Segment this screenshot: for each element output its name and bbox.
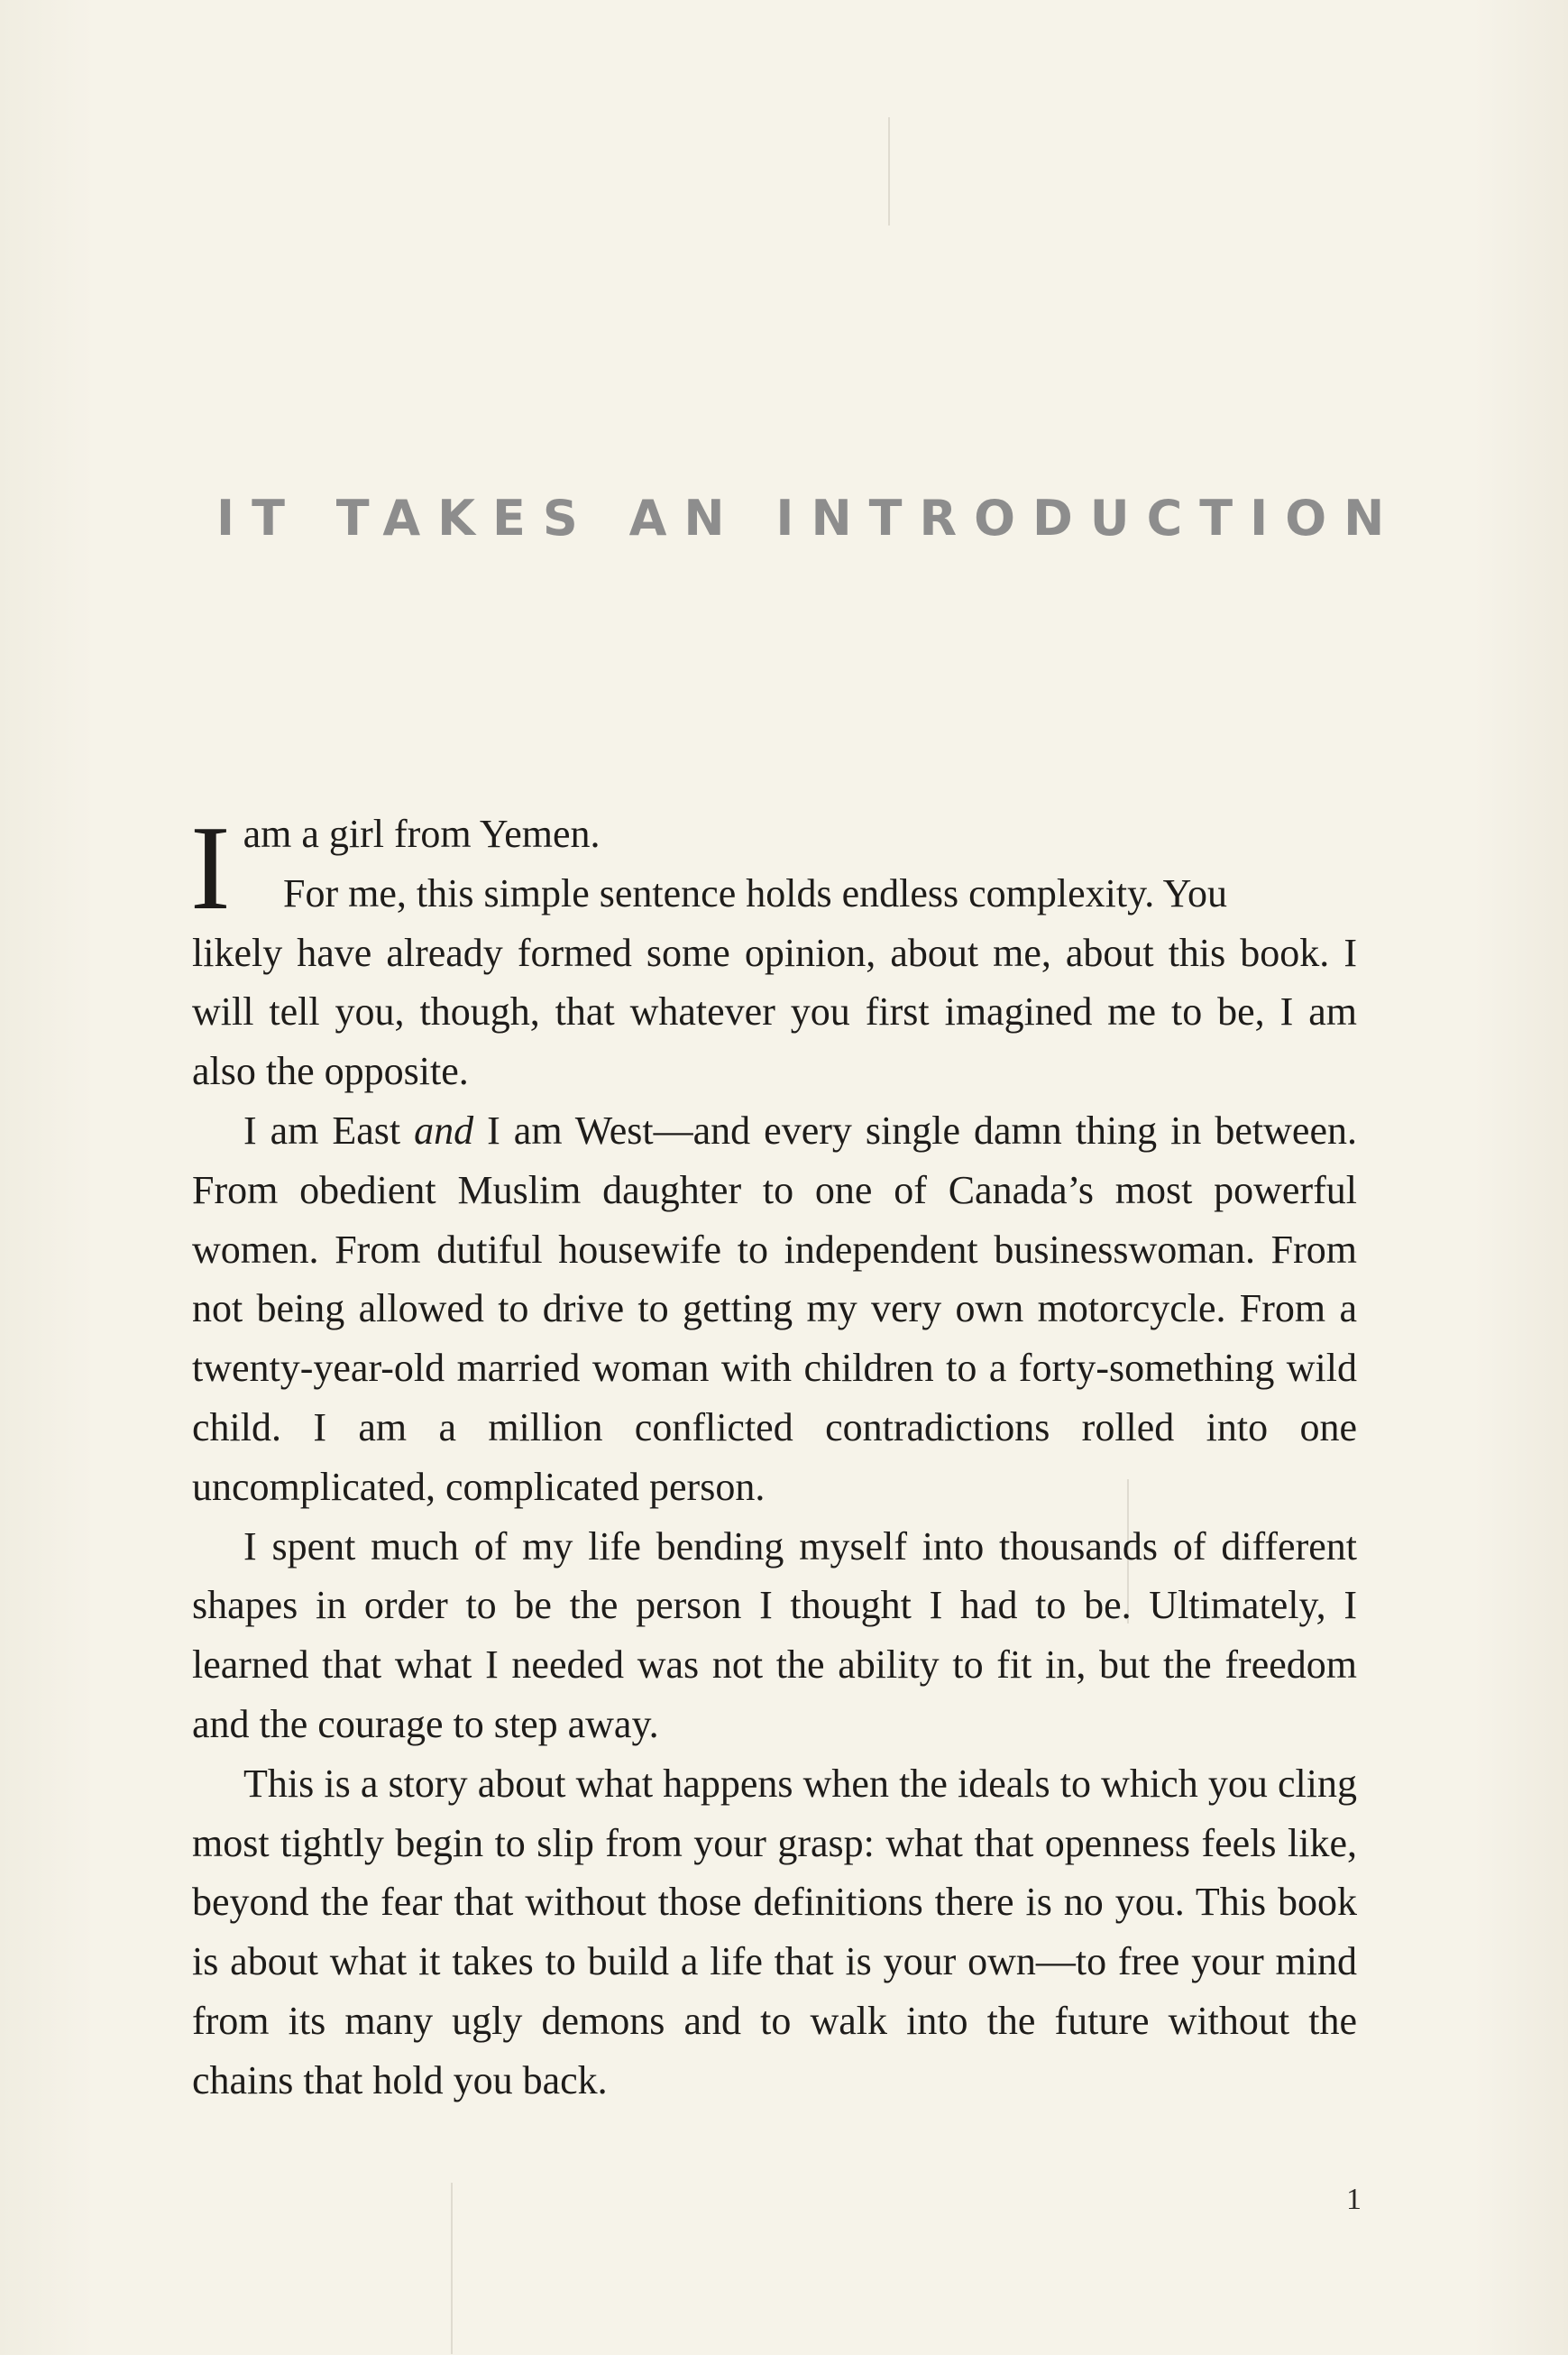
paragraph-opening <box>190 801 1357 1101</box>
page-crease <box>451 2183 453 2354</box>
opening-line: am a girl from Yemen. <box>243 812 601 856</box>
paragraph-2-rest: likely have already formed some opinion, about me, about this book. I will tell you, though, that whatever you first imagined me to be, I am also the opposite. <box>192 930 1357 1094</box>
paragraph-3-start: I am East <box>243 1108 415 1153</box>
drop-cap: I <box>190 801 231 934</box>
page-crease <box>888 117 890 225</box>
body-text <box>190 801 1357 2111</box>
emphasis-and: and <box>414 1108 474 1153</box>
chapter-title: IT TAKES AN INTRODUCTION <box>216 490 1402 547</box>
paragraph-4: I spent much of my life bending myself into thousands of different shapes in order to be the person I thought I had to be. Ultimately, I learned that what I needed was not the ability to fit in, but the freedom and the courage to step away. <box>192 1523 1357 1746</box>
paragraph-5: This is a story about what happens when the ideals to which you cling most tightly begin to slip from your grasp: what that openness feels like, beyond the fear that without those definitions there is no you. This book is about what it takes to build a life that is your own—to free your mind from its many ugly demons and to walk into the future without the chains that hold you back. <box>192 1761 1357 2102</box>
paragraph-3 <box>192 1101 1357 1517</box>
paragraph-2-first-line: For me, this simple sentence holds endless complexity. You <box>283 870 1227 915</box>
page-number: 1 <box>1346 2183 1362 2216</box>
paragraph-3-rest: I am West—and every single damn thing in between. From obedient Muslim daughter to one of Canada’s most powerful women. From dutiful housewife to independent businesswoman. From not being allowed to drive to getting my very own motorcycle. From a twenty-year-old married woman with children to a forty-something wild child. I am a million conflicted contradictions rolled into one uncomplicated, complicated person. <box>192 1108 1357 1509</box>
